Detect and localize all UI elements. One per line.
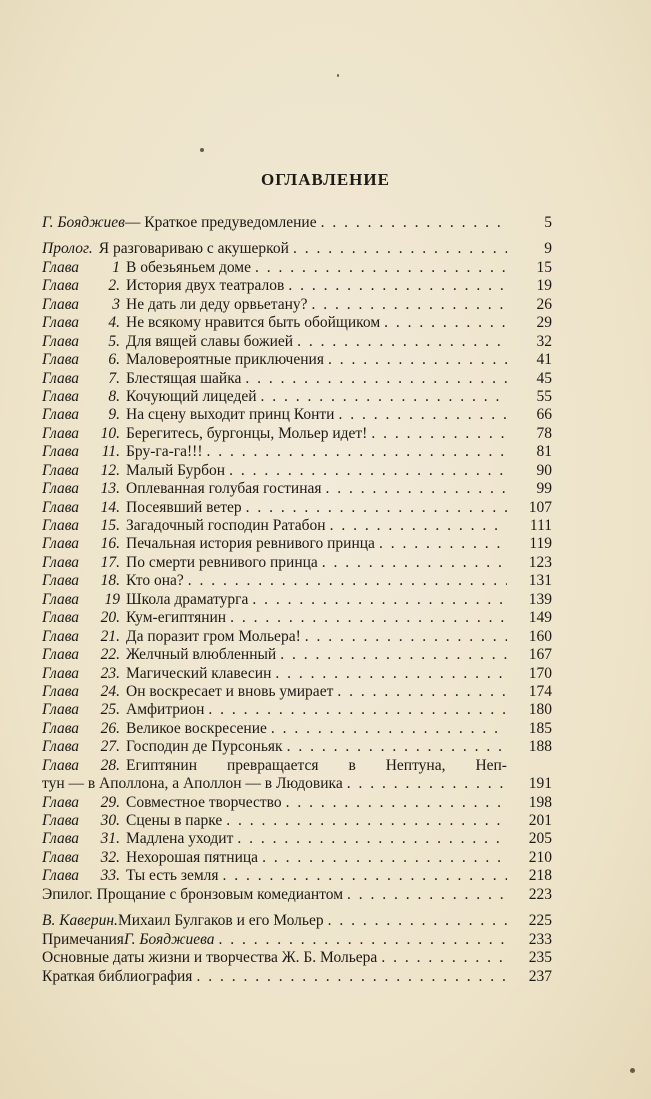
chapter-label: Глава: [42, 830, 80, 848]
entry-leader-line: [42, 683, 507, 701]
toc-entry: [42, 665, 552, 683]
entry-title: — Краткое предуведомление: [124, 214, 317, 231]
chapter-number: 24.: [100, 682, 120, 700]
toc-entry: [42, 720, 552, 738]
paper-speck: [337, 74, 339, 77]
toc-entry: [42, 646, 552, 664]
chapter-title-word: превращается: [226, 756, 319, 774]
dot-leader: [375, 535, 507, 553]
entry-leader-line: [42, 591, 507, 609]
chapter-title: Мадлена уходит: [126, 830, 234, 848]
chapter-title-word: в: [348, 756, 356, 774]
entry-leader-line: [42, 628, 507, 646]
chapter-number: 16.: [100, 535, 120, 553]
chapter-title: Берегитесь, бургонцы, Мольер идет!: [126, 424, 368, 442]
dot-leader: [226, 609, 507, 627]
page-number: 205: [528, 830, 552, 848]
chapter-label: Глава: [42, 258, 80, 276]
chapter-title: Кум-египтянин: [126, 609, 227, 627]
page-number: 32: [536, 332, 552, 350]
chapter-title: Совместное творчество: [126, 793, 282, 811]
chapter-label: Глава: [42, 553, 80, 571]
dot-leader: [257, 388, 507, 406]
entry-leader-line: [42, 812, 507, 830]
dot-leader: [184, 572, 507, 590]
chapter-label: Глава: [42, 627, 80, 645]
page-number: 26: [536, 295, 552, 313]
dot-leader: [282, 794, 507, 812]
table-of-contents: [42, 214, 552, 986]
page-number: 160: [528, 627, 552, 645]
toc-entry: [42, 240, 552, 258]
entry-leader-line: [42, 775, 507, 793]
entry-leader-line: [42, 572, 507, 590]
page-number: 198: [528, 793, 552, 811]
chapter-number: 30.: [100, 812, 120, 829]
dot-leader: [343, 886, 507, 904]
chapter-number: 15.: [100, 517, 120, 534]
chapter-title: Кто она?: [126, 572, 184, 590]
toc-entry: [42, 849, 552, 867]
chapter-number: 21.: [100, 627, 120, 645]
chapter-label: Глава: [42, 664, 80, 682]
page-number: 15: [536, 258, 552, 276]
entry-leader-line: [42, 554, 507, 572]
chapter-title: По смерти ревнивого принца: [126, 553, 318, 571]
chapter-title: Амфитрион: [126, 701, 205, 719]
chapter-number: 9.: [108, 406, 120, 424]
chapter-label: Глава: [42, 332, 80, 350]
toc-entry: [42, 462, 552, 480]
chapter-number: 27.: [100, 738, 120, 756]
toc-entry: [42, 830, 552, 848]
chapter-label: Глава: [42, 812, 80, 829]
chapter-title: Великое воскресение: [126, 719, 267, 737]
entry-leader-line: [42, 609, 507, 627]
entry-leader-line: [42, 277, 507, 295]
chapter-label: Глава: [42, 793, 80, 811]
chapter-title-word: Нептуна,: [385, 756, 446, 774]
chapter-label: Глава: [42, 314, 80, 332]
entry-title: Примечания: [42, 930, 124, 948]
toc-entry: [42, 535, 552, 553]
page-number: 180: [528, 701, 552, 719]
page-number: 41: [536, 351, 552, 369]
page-number: 131: [528, 572, 552, 590]
dot-leader: [308, 296, 507, 314]
toc-entry: [42, 757, 552, 775]
chapter-title: Посеявший ветер: [126, 498, 242, 516]
chapter-title: Магический клавесин: [126, 664, 272, 682]
page-number: 81: [536, 443, 552, 461]
dot-leader: [334, 406, 507, 424]
chapter-title: Школа драматурга: [126, 590, 249, 608]
dot-leader: [242, 499, 507, 517]
toc-entry: [42, 314, 552, 332]
chapter-title: Не дать ли деду орвьетану?: [126, 295, 308, 313]
chapter-title: Маловероятные приключения: [126, 351, 324, 369]
page-number: 174: [528, 682, 552, 700]
chapter-number: 29.: [100, 793, 120, 811]
toc-entry: [42, 214, 552, 232]
toc-entry: [42, 683, 552, 701]
page-number: 237: [528, 967, 552, 985]
page-number: 139: [528, 590, 552, 608]
chapter-number: 14.: [100, 498, 120, 516]
chapter-title: Загадочный господин Ратабон: [126, 517, 326, 534]
chapter-number: 2.: [108, 277, 120, 295]
toc-entry: [42, 554, 552, 572]
dot-leader: [380, 314, 507, 332]
page-number: 210: [528, 848, 552, 866]
page-number: 5: [544, 214, 552, 231]
chapter-title: Не всякому нравится быть обойщиком: [126, 314, 381, 332]
dot-leader: [324, 351, 507, 369]
entry-leader-line: [42, 296, 507, 314]
chapter-title-word: Неп-: [475, 756, 507, 774]
chapter-number: 32.: [100, 848, 120, 866]
dot-leader: [267, 720, 507, 738]
dot-leader: [324, 912, 507, 930]
page-number: 225: [528, 912, 552, 930]
chapter-number: 20.: [100, 609, 120, 627]
entry-leader-line: [42, 867, 507, 885]
toc-entry: [42, 259, 552, 277]
page-number: 45: [536, 369, 552, 387]
chapter-title: Печальная история ревнивого принца: [126, 535, 375, 553]
chapter-label: Глава: [42, 590, 80, 608]
entry-leader-line: [42, 794, 507, 812]
dot-leader: [276, 646, 507, 664]
entry-leader-line: [42, 849, 507, 867]
chapter-title: В обезьяньем доме: [126, 258, 251, 276]
entry-leader-line: [42, 240, 507, 258]
page-number: 218: [528, 867, 552, 885]
toc-entry: [42, 480, 552, 498]
dot-leader: [192, 968, 507, 986]
dot-leader: [215, 931, 508, 949]
entry-leader-line: [42, 931, 507, 949]
chapter-title: Кочующий лицедей: [126, 387, 257, 405]
toc-entry: [42, 388, 552, 406]
toc-entry: [42, 351, 552, 369]
entry-leader-line: [42, 701, 507, 719]
dot-leader: [271, 665, 507, 683]
chapter-label: Глава: [42, 387, 80, 405]
page-number: 78: [536, 424, 552, 442]
chapter-title-word: Египтянин: [126, 756, 197, 774]
chapter-label: Глава: [42, 424, 80, 442]
chapter-title: История двух театралов: [126, 277, 285, 295]
entry-leader-line: [42, 314, 507, 332]
dot-leader: [233, 830, 507, 848]
page-number: 19: [536, 277, 552, 295]
entry-leader-line: [42, 351, 507, 369]
toc-entry: [42, 333, 552, 351]
dot-leader: [225, 462, 507, 480]
toc-entry: [42, 443, 552, 461]
chapter-label: Глава: [42, 646, 80, 664]
chapter-title: Блестящая шайка: [126, 369, 242, 387]
chapter-title: Он воскресает и вновь умирает: [126, 682, 334, 700]
chapter-number: 26.: [100, 719, 120, 737]
chapter-heading: [42, 757, 197, 775]
page-number: 235: [528, 949, 552, 967]
chapter-title: Ты есть земля: [126, 867, 219, 885]
chapter-label: Глава: [42, 756, 80, 774]
page-number: 223: [528, 885, 552, 903]
dot-leader: [289, 240, 507, 258]
dot-leader: [284, 277, 507, 295]
chapter-label: Глава: [42, 443, 80, 461]
page-number: 119: [529, 535, 552, 553]
page-number: 149: [528, 609, 552, 627]
toc-entry: [42, 867, 552, 885]
entry-leader-line: [42, 912, 507, 930]
dot-leader: [202, 443, 507, 461]
chapter-label: Глава: [42, 369, 80, 387]
entry-title: Основные даты жизни и творчества Ж. Б. Мольера: [42, 949, 378, 967]
chapter-label: Глава: [42, 461, 80, 479]
entry-leader-line: [42, 738, 507, 756]
page-number: 55: [536, 387, 552, 405]
chapter-label: Глава: [42, 406, 80, 424]
entry-leader-line: [42, 646, 507, 664]
chapter-title: Малый Бурбон: [126, 461, 226, 479]
entry-leader-line: [42, 370, 507, 388]
author-name: Г. Бояджиев: [42, 214, 125, 231]
dot-leader: [322, 480, 508, 498]
page-number: 99: [536, 480, 552, 498]
chapter-title: Сцены в парке: [126, 812, 223, 829]
dot-leader: [204, 701, 507, 719]
page-number: 29: [536, 314, 552, 332]
toc-entry: [42, 949, 552, 967]
chapter-title: Бру-га-га!!!: [126, 443, 203, 461]
chapter-label: Глава: [42, 277, 80, 295]
dot-leader: [248, 591, 507, 609]
dot-leader: [377, 949, 507, 967]
entry-leader-line: [42, 333, 507, 351]
chapter-label: Глава: [42, 498, 80, 516]
chapter-label: Глава: [42, 535, 80, 553]
author-name: Г. Бояджиева: [123, 930, 215, 948]
toc-entry: [42, 370, 552, 388]
chapter-label: Глава: [42, 738, 80, 756]
chapter-label: Глава: [42, 682, 80, 700]
chapter-number: 23.: [100, 664, 120, 682]
toc-entry: [42, 296, 552, 314]
dot-leader: [318, 554, 507, 572]
entry-leader-line: [42, 499, 507, 517]
chapter-label: Глава: [42, 351, 80, 369]
entry-title: Краткая библиография: [42, 967, 193, 985]
entry-leader-line: [42, 214, 507, 232]
dot-leader: [258, 849, 507, 867]
entry-leader-line: [42, 886, 507, 904]
chapter-number: 33.: [100, 867, 120, 885]
entry-leader-line: [42, 949, 507, 967]
chapter-number: 3: [112, 295, 120, 313]
toc-entry: [42, 968, 552, 986]
entry-leader-line: [42, 443, 507, 461]
chapter-number: 1: [112, 258, 120, 276]
entry-first-line: [42, 757, 507, 775]
toc-entry: [42, 775, 552, 793]
chapter-label: Пролог.: [42, 240, 93, 258]
chapter-number: 8.: [108, 387, 120, 405]
entry-leader-line: [42, 388, 507, 406]
toc-entry: [42, 591, 552, 609]
toc-entry: [42, 931, 552, 949]
page-number: 170: [528, 664, 552, 682]
entry-leader-line: [42, 517, 507, 535]
chapter-number: 7.: [108, 369, 120, 387]
dot-leader: [219, 867, 507, 885]
entry-leader-line: [42, 462, 507, 480]
toc-entry: [42, 425, 552, 443]
chapter-number: 19: [104, 590, 120, 608]
dot-leader: [222, 812, 507, 830]
chapter-number: 12.: [100, 461, 120, 479]
page-number: 188: [528, 738, 552, 756]
chapter-title: Нехорошая пятница: [126, 848, 259, 866]
page-number: 123: [528, 553, 552, 571]
entry-leader-line: [42, 259, 507, 277]
entry-leader-line: [42, 720, 507, 738]
toc-entry: [42, 517, 552, 535]
chapter-number: 13.: [100, 480, 120, 498]
page-number: 107: [528, 498, 552, 516]
chapter-label: Глава: [42, 295, 80, 313]
page-number: 111: [529, 517, 552, 534]
chapter-number: 18.: [100, 572, 120, 590]
page-number: 90: [536, 461, 552, 479]
chapter-title: Я разговариваю с акушеркой: [98, 240, 289, 258]
chapter-number: 11.: [101, 443, 120, 461]
dot-leader: [317, 214, 507, 232]
chapter-title: Господин де Пурсоньяк: [126, 738, 283, 756]
page-number: 66: [536, 406, 552, 424]
chapter-number: 5.: [108, 332, 120, 350]
chapter-title: На сцену выходит принц Конти: [126, 406, 335, 424]
entry-leader-line: [42, 406, 507, 424]
chapter-label: Глава: [42, 572, 80, 590]
toc-entry: [42, 277, 552, 295]
toc-entry: [42, 609, 552, 627]
page-number: 201: [528, 812, 552, 829]
chapter-number: 31.: [100, 830, 120, 848]
chapter-number: 25.: [100, 701, 120, 719]
author-name: В. Каверин.: [42, 912, 118, 930]
entry-leader-line: [42, 480, 507, 498]
toc-entry: [42, 628, 552, 646]
toc-entry: [42, 499, 552, 517]
chapter-title: Желчный влюбленный: [126, 646, 277, 664]
dot-leader: [241, 370, 507, 388]
toc-entry: [42, 572, 552, 590]
toc-entry: [42, 406, 552, 424]
page-title: ОГЛАВЛЕНИЕ: [261, 170, 390, 189]
dot-leader: [251, 259, 507, 277]
toc-entry: [42, 812, 552, 830]
chapter-number: 28.: [100, 756, 120, 774]
chapter-label: Глава: [42, 609, 80, 627]
toc-entry: [42, 738, 552, 756]
chapter-title: Для вящей славы божией: [126, 332, 294, 350]
toc-entry: [42, 886, 552, 904]
page-number: 233: [528, 930, 552, 948]
chapter-label: Глава: [42, 867, 80, 885]
entry-title: Михаил Булгаков и его Мольер: [117, 912, 324, 930]
dot-leader: [343, 775, 507, 793]
toc-entry: [42, 794, 552, 812]
entry-leader-line: [42, 535, 507, 553]
epilogue-title: Эпилог. Прощание с бронзовым комедиантом: [42, 885, 344, 903]
paper-speck: [630, 1068, 635, 1073]
dot-leader: [283, 738, 507, 756]
entry-leader-line: [42, 830, 507, 848]
chapter-label: Глава: [42, 517, 80, 534]
entry-leader-line: [42, 968, 507, 986]
toc-entry: [42, 701, 552, 719]
chapter-title-continuation: тун — в Аполлона, а Аполлон — в Людовика: [42, 775, 343, 793]
page-number: 185: [528, 719, 552, 737]
chapter-label: Глава: [42, 719, 80, 737]
paper-speck: [200, 148, 204, 152]
chapter-number: 22.: [100, 646, 120, 664]
chapter-label: Глава: [42, 480, 80, 498]
chapter-number: 6.: [108, 351, 120, 369]
chapter-title: Да поразит гром Мольера!: [126, 627, 301, 645]
dot-leader: [333, 683, 507, 701]
entry-leader-line: [42, 665, 507, 683]
page-number: 167: [528, 646, 552, 664]
chapter-number: 4.: [108, 314, 120, 332]
dot-leader: [367, 425, 507, 443]
dot-leader: [326, 517, 507, 535]
dot-leader: [293, 333, 507, 351]
chapter-label: Глава: [42, 701, 80, 719]
chapter-label: Глава: [42, 848, 80, 866]
chapter-number: 17.: [100, 553, 120, 571]
page-number: 9: [544, 240, 552, 258]
dot-leader: [301, 628, 507, 646]
chapter-title: Оплеванная голубая гостиная: [126, 480, 322, 498]
toc-entry: [42, 912, 552, 930]
page-number: 191: [528, 775, 552, 793]
entry-leader-line: [42, 425, 507, 443]
chapter-number: 10.: [100, 424, 120, 442]
